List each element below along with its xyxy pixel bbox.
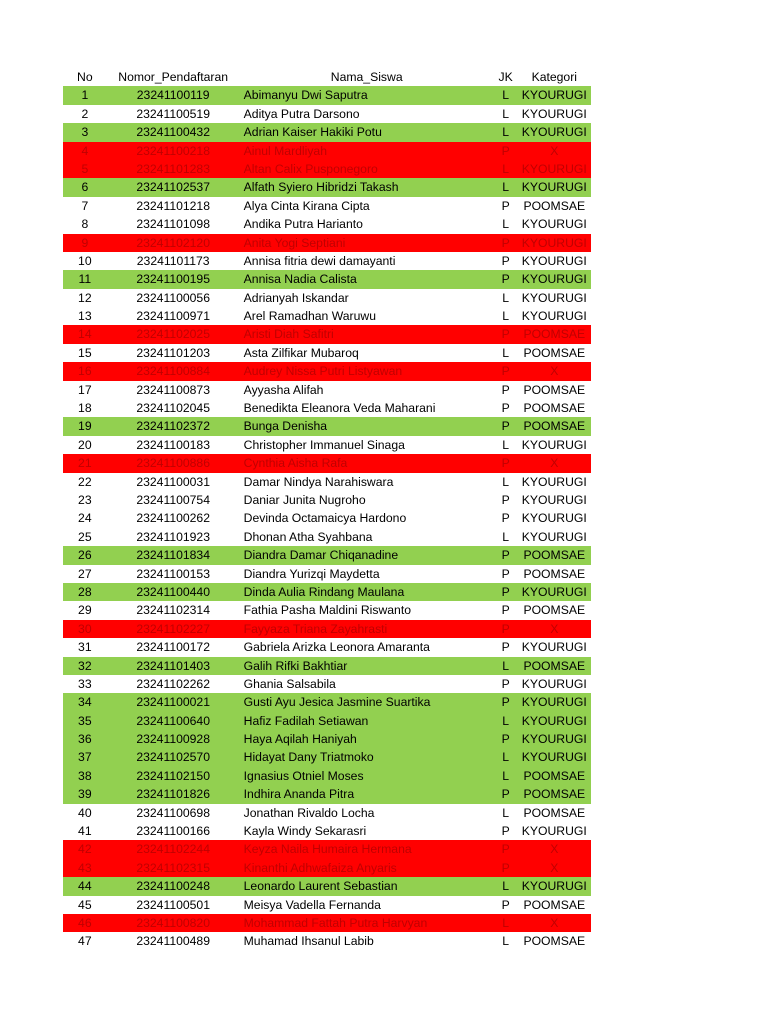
cell-nomor-pendaftaran: 23241101283 bbox=[136, 161, 210, 176]
cell-nomor-pendaftaran: 23241102570 bbox=[136, 750, 210, 765]
cell-jk: P bbox=[501, 695, 510, 710]
cell-kategori: KYOURUGI bbox=[521, 640, 587, 655]
cell-no: 40 bbox=[78, 805, 92, 820]
table-row bbox=[63, 767, 591, 785]
cell-no: 36 bbox=[78, 732, 92, 747]
cell-no: 42 bbox=[78, 842, 92, 857]
cell-no: 44 bbox=[78, 879, 92, 894]
cell-jk: P bbox=[501, 824, 510, 839]
student-registration-table bbox=[63, 68, 591, 951]
table-row bbox=[63, 270, 591, 288]
cell-jk: P bbox=[501, 842, 510, 857]
cell-nomor-pendaftaran: 23241100884 bbox=[136, 364, 210, 379]
cell-nomor-pendaftaran: 23241102244 bbox=[136, 842, 210, 857]
cell-nama-siswa: Fathia Pasha Maldini Riswanto bbox=[243, 603, 411, 618]
table-row bbox=[63, 620, 591, 638]
cell-kategori: KYOURUGI bbox=[521, 529, 587, 544]
table-row bbox=[63, 399, 591, 417]
cell-nomor-pendaftaran: 23241100119 bbox=[136, 88, 210, 103]
cell-nama-siswa: Dinda Aulia Rindang Maulana bbox=[243, 584, 405, 599]
cell-nomor-pendaftaran: 23241100021 bbox=[136, 695, 210, 710]
cell-nama-siswa: Fayyaza Triana Zayahrasti bbox=[243, 621, 388, 636]
header-no: No bbox=[77, 70, 93, 84]
cell-kategori: KYOURUGI bbox=[521, 879, 587, 894]
cell-nama-siswa: Benedikta Eleanora Veda Maharani bbox=[243, 401, 436, 416]
table-row bbox=[63, 473, 591, 491]
cell-jk: P bbox=[501, 419, 510, 434]
cell-kategori: KYOURUGI bbox=[521, 235, 587, 250]
table-row bbox=[63, 234, 591, 252]
cell-jk: L bbox=[502, 529, 510, 544]
cell-no: 6 bbox=[81, 180, 89, 195]
table-row bbox=[63, 325, 591, 343]
cell-no: 39 bbox=[78, 787, 92, 802]
cell-kategori: POOMSAE bbox=[523, 787, 586, 802]
cell-nama-siswa: Diandra Damar Chiqanadine bbox=[243, 548, 399, 563]
cell-nama-siswa: Hafiz Fadilah Setiawan bbox=[243, 713, 369, 728]
cell-nama-siswa: Leonardo Laurent Sebastian bbox=[243, 879, 398, 894]
cell-jk: P bbox=[501, 548, 510, 563]
table-row bbox=[63, 142, 591, 160]
table-row bbox=[63, 785, 591, 803]
cell-kategori: KYOURUGI bbox=[521, 437, 587, 452]
cell-no: 5 bbox=[81, 161, 89, 176]
table-row bbox=[63, 638, 591, 656]
cell-no: 28 bbox=[78, 584, 92, 599]
cell-no: 37 bbox=[78, 750, 92, 765]
cell-nama-siswa: Arel Ramadhan Waruwu bbox=[243, 309, 376, 324]
cell-jk: L bbox=[502, 805, 510, 820]
cell-nomor-pendaftaran: 23241100432 bbox=[136, 125, 210, 140]
cell-nama-siswa: Audrey Nissa Putri Listyawan bbox=[243, 364, 403, 379]
cell-nomor-pendaftaran: 23241102262 bbox=[136, 676, 210, 691]
cell-no: 23 bbox=[78, 492, 92, 507]
table-row bbox=[63, 454, 591, 472]
cell-nomor-pendaftaran: 23241101834 bbox=[136, 548, 210, 563]
cell-no: 25 bbox=[78, 529, 92, 544]
cell-jk: P bbox=[501, 603, 510, 618]
cell-no: 32 bbox=[78, 658, 92, 673]
cell-nomor-pendaftaran: 23241102120 bbox=[136, 235, 210, 250]
cell-nomor-pendaftaran: 23241100519 bbox=[136, 106, 210, 121]
cell-no: 35 bbox=[78, 713, 92, 728]
cell-no: 9 bbox=[81, 235, 89, 250]
cell-kategori: KYOURUGI bbox=[521, 161, 587, 176]
cell-jk: L bbox=[502, 290, 510, 305]
table-row bbox=[63, 509, 591, 527]
cell-jk: L bbox=[502, 713, 510, 728]
cell-jk: P bbox=[501, 253, 510, 268]
cell-nomor-pendaftaran: 23241100218 bbox=[136, 143, 210, 158]
cell-nomor-pendaftaran: 23241101826 bbox=[136, 787, 210, 802]
cell-no: 11 bbox=[78, 272, 92, 287]
cell-nama-siswa: Annisa Nadia Calista bbox=[243, 272, 357, 287]
table-row bbox=[63, 344, 591, 362]
cell-no: 45 bbox=[78, 897, 92, 912]
cell-nomor-pendaftaran: 23241102372 bbox=[136, 419, 210, 434]
table-row bbox=[63, 859, 591, 877]
table-row bbox=[63, 252, 591, 270]
cell-nomor-pendaftaran: 23241100248 bbox=[136, 879, 210, 894]
cell-nomor-pendaftaran: 23241102045 bbox=[136, 401, 210, 416]
cell-kategori: POOMSAE bbox=[523, 327, 586, 342]
cell-jk: P bbox=[501, 640, 510, 655]
cell-nama-siswa: Gabriela Arizka Leonora Amaranta bbox=[243, 640, 430, 655]
cell-jk: L bbox=[502, 106, 510, 121]
table-row bbox=[63, 730, 591, 748]
table-row bbox=[63, 546, 591, 564]
cell-nomor-pendaftaran: 23241100056 bbox=[136, 290, 210, 305]
cell-kategori: X bbox=[550, 860, 559, 875]
cell-nomor-pendaftaran: 23241100754 bbox=[136, 492, 210, 507]
cell-jk: P bbox=[501, 327, 510, 342]
table-row bbox=[63, 197, 591, 215]
cell-no: 30 bbox=[78, 621, 92, 636]
cell-no: 26 bbox=[78, 548, 92, 563]
cell-kategori: POOMSAE bbox=[523, 345, 586, 360]
cell-jk: P bbox=[501, 382, 510, 397]
cell-nomor-pendaftaran: 23241101218 bbox=[136, 198, 210, 213]
cell-nama-siswa: Asta Zilfikar Mubaroq bbox=[243, 345, 359, 360]
cell-jk: L bbox=[502, 750, 510, 765]
cell-jk: P bbox=[501, 584, 510, 599]
table-header bbox=[63, 68, 591, 86]
table-row bbox=[63, 601, 591, 619]
cell-nama-siswa: Bunga Denisha bbox=[243, 419, 327, 434]
cell-kategori: KYOURUGI bbox=[521, 253, 587, 268]
cell-nama-siswa: Kinanthi Adhwafaiza Anyaris bbox=[243, 860, 397, 875]
cell-nama-siswa: Aristi Diah Safitri bbox=[243, 327, 334, 342]
cell-kategori: POOMSAE bbox=[523, 805, 586, 820]
cell-kategori: KYOURUGI bbox=[521, 217, 587, 232]
table-row bbox=[63, 105, 591, 123]
cell-no: 33 bbox=[78, 676, 92, 691]
cell-kategori: POOMSAE bbox=[523, 658, 586, 673]
cell-nama-siswa: Meisya Vadella Fernanda bbox=[243, 897, 381, 912]
table-row bbox=[63, 712, 591, 730]
table-row bbox=[63, 675, 591, 693]
cell-nomor-pendaftaran: 23241102314 bbox=[136, 603, 210, 618]
cell-jk: L bbox=[502, 915, 510, 930]
cell-kategori: X bbox=[550, 621, 559, 636]
cell-kategori: POOMSAE bbox=[523, 603, 586, 618]
cell-no: 18 bbox=[78, 401, 92, 416]
cell-nomor-pendaftaran: 23241101923 bbox=[136, 529, 210, 544]
table-row bbox=[63, 307, 591, 325]
cell-nama-siswa: Alya Cinta Kirana Cipta bbox=[243, 198, 370, 213]
cell-nama-siswa: Cynthia Aisha Rafa bbox=[243, 456, 348, 471]
table-row bbox=[63, 877, 591, 895]
cell-no: 38 bbox=[78, 768, 92, 783]
cell-nama-siswa: Indhira Ananda Pitra bbox=[243, 787, 355, 802]
cell-nama-siswa: Muhamad Ihsanul Labib bbox=[243, 934, 374, 949]
table-body bbox=[63, 86, 591, 950]
cell-jk: P bbox=[501, 364, 510, 379]
cell-no: 21 bbox=[78, 456, 92, 471]
cell-jk: P bbox=[501, 676, 510, 691]
cell-no: 46 bbox=[78, 915, 92, 930]
cell-no: 47 bbox=[78, 934, 92, 949]
cell-no: 8 bbox=[81, 217, 89, 232]
cell-kategori: X bbox=[550, 915, 559, 930]
cell-nomor-pendaftaran: 23241100873 bbox=[136, 382, 210, 397]
cell-kategori: KYOURUGI bbox=[521, 290, 587, 305]
table-row bbox=[63, 804, 591, 822]
table-row bbox=[63, 381, 591, 399]
cell-kategori: POOMSAE bbox=[523, 768, 586, 783]
cell-nama-siswa: Haya Aqilah Haniyah bbox=[243, 732, 357, 747]
cell-kategori: KYOURUGI bbox=[521, 750, 587, 765]
cell-jk: L bbox=[502, 309, 510, 324]
cell-kategori: POOMSAE bbox=[523, 897, 586, 912]
header-nama-siswa: Nama_Siswa bbox=[330, 70, 403, 84]
table-row bbox=[63, 289, 591, 307]
cell-nomor-pendaftaran: 23241100489 bbox=[136, 934, 210, 949]
cell-jk: P bbox=[501, 198, 510, 213]
cell-kategori: KYOURUGI bbox=[521, 732, 587, 747]
cell-kategori: X bbox=[550, 842, 559, 857]
table-row bbox=[63, 840, 591, 858]
cell-nama-siswa: Damar Nindya Narahiswara bbox=[243, 474, 394, 489]
table-row bbox=[63, 491, 591, 509]
cell-jk: P bbox=[501, 235, 510, 250]
cell-nomor-pendaftaran: 23241100971 bbox=[136, 309, 210, 324]
cell-jk: P bbox=[501, 732, 510, 747]
cell-nama-siswa: Hidayat Dany Triatmoko bbox=[243, 750, 374, 765]
cell-jk: P bbox=[501, 787, 510, 802]
cell-nama-siswa: Galih Rifki Bakhtiar bbox=[243, 658, 348, 673]
table-row bbox=[63, 123, 591, 141]
cell-nomor-pendaftaran: 23241101173 bbox=[136, 253, 210, 268]
cell-nomor-pendaftaran: 23241100031 bbox=[136, 474, 210, 489]
cell-nomor-pendaftaran: 23241100928 bbox=[136, 732, 210, 747]
cell-no: 31 bbox=[78, 640, 92, 655]
cell-nama-siswa: Abimanyu Dwi Saputra bbox=[243, 88, 368, 103]
cell-jk: P bbox=[501, 272, 510, 287]
cell-kategori: POOMSAE bbox=[523, 566, 586, 581]
cell-kategori: KYOURUGI bbox=[521, 584, 587, 599]
cell-kategori: POOMSAE bbox=[523, 419, 586, 434]
cell-no: 43 bbox=[78, 860, 92, 875]
cell-kategori: POOMSAE bbox=[523, 548, 586, 563]
header-kategori: Kategori bbox=[531, 70, 577, 84]
cell-jk: P bbox=[501, 621, 510, 636]
cell-nomor-pendaftaran: 23241102537 bbox=[136, 180, 210, 195]
cell-nama-siswa: Diandra Yurizqi Maydetta bbox=[243, 566, 380, 581]
cell-kategori: KYOURUGI bbox=[521, 474, 587, 489]
cell-kategori: KYOURUGI bbox=[521, 713, 587, 728]
cell-jk: L bbox=[502, 345, 510, 360]
cell-kategori: KYOURUGI bbox=[521, 272, 587, 287]
cell-kategori: KYOURUGI bbox=[521, 492, 587, 507]
cell-no: 24 bbox=[78, 511, 92, 526]
cell-jk: L bbox=[502, 88, 510, 103]
cell-jk: P bbox=[501, 566, 510, 581]
cell-kategori: KYOURUGI bbox=[521, 125, 587, 140]
cell-nama-siswa: Mohammad Fattah Putra Harvyan bbox=[243, 915, 428, 930]
cell-kategori: KYOURUGI bbox=[521, 106, 587, 121]
cell-nama-siswa: Andika Putra Harianto bbox=[243, 217, 363, 232]
cell-no: 2 bbox=[81, 106, 89, 121]
cell-nomor-pendaftaran: 23241100262 bbox=[136, 511, 210, 526]
cell-no: 16 bbox=[78, 364, 92, 379]
cell-no: 29 bbox=[78, 603, 92, 618]
header-jk: JK bbox=[498, 70, 513, 84]
cell-nomor-pendaftaran: 23241100698 bbox=[136, 805, 210, 820]
cell-jk: L bbox=[502, 125, 510, 140]
cell-no: 15 bbox=[78, 345, 92, 360]
table-row bbox=[63, 932, 591, 950]
cell-kategori: KYOURUGI bbox=[521, 511, 587, 526]
cell-nomor-pendaftaran: 23241100820 bbox=[136, 915, 210, 930]
cell-nama-siswa: Ayyasha Alifah bbox=[243, 382, 324, 397]
cell-jk: P bbox=[501, 860, 510, 875]
cell-no: 19 bbox=[78, 419, 92, 434]
cell-no: 13 bbox=[78, 309, 92, 324]
cell-nama-siswa: Annisa fitria dewi damayanti bbox=[243, 253, 396, 268]
cell-nomor-pendaftaran: 23241101098 bbox=[136, 217, 210, 232]
table-row bbox=[63, 362, 591, 380]
cell-nama-siswa: Kayla Windy Sekarasri bbox=[243, 824, 367, 839]
cell-nama-siswa: Keyza Naila Humaira Hermana bbox=[243, 842, 412, 857]
cell-jk: L bbox=[502, 437, 510, 452]
cell-nomor-pendaftaran: 23241100640 bbox=[136, 713, 210, 728]
cell-kategori: KYOURUGI bbox=[521, 676, 587, 691]
table-row bbox=[63, 436, 591, 454]
cell-kategori: X bbox=[550, 456, 559, 471]
table-row bbox=[63, 657, 591, 675]
cell-nomor-pendaftaran: 23241100153 bbox=[136, 566, 210, 581]
cell-kategori: KYOURUGI bbox=[521, 180, 587, 195]
cell-nama-siswa: Adrian Kaiser Hakiki Potu bbox=[243, 125, 382, 140]
cell-no: 17 bbox=[78, 382, 92, 397]
table-row bbox=[63, 160, 591, 178]
cell-nomor-pendaftaran: 23241100166 bbox=[136, 824, 210, 839]
cell-nama-siswa: Alfath Syiero Hibridzi Takash bbox=[243, 180, 399, 195]
cell-kategori: POOMSAE bbox=[523, 401, 586, 416]
cell-jk: P bbox=[501, 897, 510, 912]
cell-nomor-pendaftaran: 23241102227 bbox=[136, 621, 210, 636]
cell-nama-siswa: Devinda Octamaicya Hardono bbox=[243, 511, 407, 526]
table-row bbox=[63, 914, 591, 932]
table-row bbox=[63, 417, 591, 435]
cell-no: 41 bbox=[78, 824, 92, 839]
cell-nomor-pendaftaran: 23241100195 bbox=[136, 272, 210, 287]
cell-nama-siswa: Aditya Putra Darsono bbox=[243, 106, 360, 121]
table-row bbox=[63, 583, 591, 601]
cell-nama-siswa: Anita Yogi Septiani bbox=[243, 235, 346, 250]
cell-jk: P bbox=[501, 143, 510, 158]
cell-jk: L bbox=[502, 768, 510, 783]
table-row bbox=[63, 215, 591, 233]
cell-nama-siswa: Altan Calix Pusponegoro bbox=[243, 161, 378, 176]
cell-no: 1 bbox=[81, 88, 89, 103]
cell-nomor-pendaftaran: 23241100440 bbox=[136, 584, 210, 599]
cell-no: 20 bbox=[78, 437, 92, 452]
cell-nomor-pendaftaran: 23241101203 bbox=[136, 345, 210, 360]
cell-jk: L bbox=[502, 934, 510, 949]
cell-no: 27 bbox=[78, 566, 92, 581]
cell-jk: P bbox=[501, 511, 510, 526]
cell-nama-siswa: Ghania Salsabila bbox=[243, 676, 336, 691]
cell-kategori: X bbox=[550, 364, 559, 379]
cell-no: 3 bbox=[81, 125, 89, 140]
cell-kategori: POOMSAE bbox=[523, 198, 586, 213]
cell-no: 4 bbox=[81, 143, 89, 158]
table-row bbox=[63, 693, 591, 711]
cell-nomor-pendaftaran: 23241100501 bbox=[136, 897, 210, 912]
cell-kategori: KYOURUGI bbox=[521, 88, 587, 103]
cell-jk: P bbox=[501, 401, 510, 416]
cell-jk: L bbox=[502, 161, 510, 176]
cell-nama-siswa: Ignasius Otniel Moses bbox=[243, 768, 364, 783]
cell-no: 22 bbox=[78, 474, 92, 489]
cell-nama-siswa: Adrianyah Iskandar bbox=[243, 290, 349, 305]
cell-kategori: KYOURUGI bbox=[521, 824, 587, 839]
cell-jk: P bbox=[501, 456, 510, 471]
cell-nomor-pendaftaran: 23241100172 bbox=[136, 640, 210, 655]
cell-jk: L bbox=[502, 180, 510, 195]
cell-nama-siswa: Jonathan Rivaldo Locha bbox=[243, 805, 375, 820]
cell-nomor-pendaftaran: 23241100183 bbox=[136, 437, 210, 452]
cell-no: 7 bbox=[81, 198, 89, 213]
cell-nama-siswa: Christopher Immanuel Sinaga bbox=[243, 437, 405, 452]
cell-nomor-pendaftaran: 23241100886 bbox=[136, 456, 210, 471]
cell-nama-siswa: Dhonan Atha Syahbana bbox=[243, 529, 373, 544]
cell-nomor-pendaftaran: 23241102315 bbox=[136, 860, 210, 875]
cell-nama-siswa: Daniar Junita Nugroho bbox=[243, 492, 366, 507]
table-row bbox=[63, 822, 591, 840]
cell-jk: L bbox=[502, 658, 510, 673]
cell-kategori: POOMSAE bbox=[523, 382, 586, 397]
table-row bbox=[63, 896, 591, 914]
table-row bbox=[63, 86, 591, 104]
cell-nomor-pendaftaran: 23241102150 bbox=[136, 768, 210, 783]
header-nomor-pendaftaran: Nomor_Pendaftaran bbox=[118, 70, 229, 84]
cell-kategori: KYOURUGI bbox=[521, 695, 587, 710]
cell-kategori: POOMSAE bbox=[523, 934, 586, 949]
cell-nama-siswa: Gusti Ayu Jesica Jasmine Suartika bbox=[243, 695, 431, 710]
cell-nama-siswa: Ainul Mardliyah bbox=[243, 143, 327, 158]
cell-jk: P bbox=[501, 492, 510, 507]
table-row bbox=[63, 528, 591, 546]
cell-no: 14 bbox=[78, 327, 92, 342]
cell-jk: L bbox=[502, 879, 510, 894]
table-row bbox=[63, 565, 591, 583]
table-row bbox=[63, 178, 591, 196]
cell-kategori: KYOURUGI bbox=[521, 309, 587, 324]
table-row bbox=[63, 748, 591, 766]
cell-jk: L bbox=[502, 217, 510, 232]
cell-jk: L bbox=[502, 474, 510, 489]
cell-no: 12 bbox=[78, 290, 92, 305]
cell-no: 10 bbox=[78, 253, 92, 268]
cell-nomor-pendaftaran: 23241101403 bbox=[136, 658, 210, 673]
cell-kategori: X bbox=[550, 143, 559, 158]
cell-no: 34 bbox=[78, 695, 92, 710]
cell-nomor-pendaftaran: 23241102025 bbox=[136, 327, 210, 342]
